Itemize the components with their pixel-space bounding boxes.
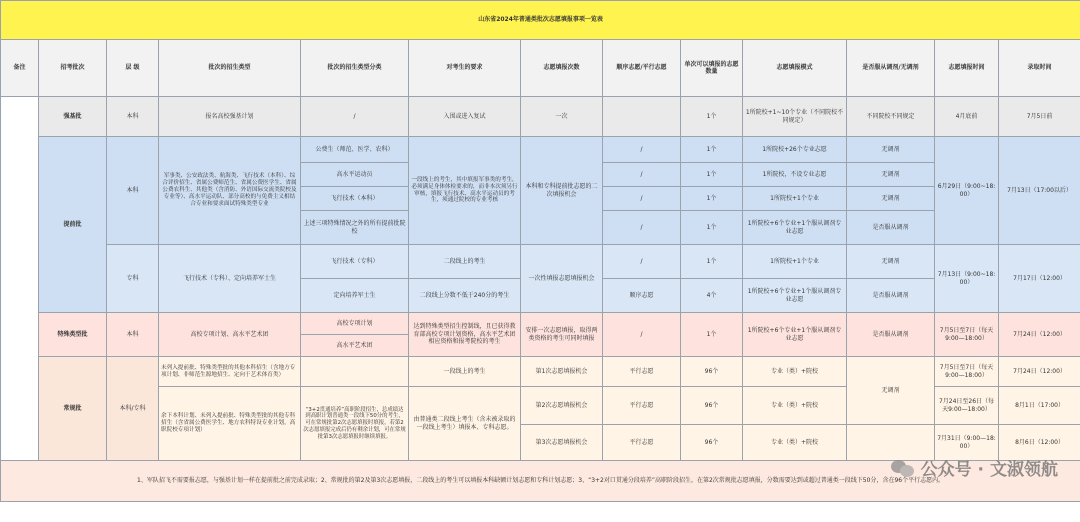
adjust-cell: 是否服从调剂: [847, 279, 935, 313]
count-cell: 1个: [681, 187, 743, 211]
level-cell: 专科: [107, 245, 159, 313]
mode-cell: 1所院校+1~10个专业（不同院校不同规定）: [743, 97, 847, 137]
category-cell: [301, 357, 409, 387]
level-cell: 本科: [107, 97, 159, 137]
mode-cell: 1所院校+6个专业+1个服从调剂专业志愿: [743, 211, 847, 245]
fill-time-cell: 6月29日（9:00~18:00）: [935, 137, 999, 245]
times-cell: 第2次志愿填报机会: [521, 387, 603, 425]
times-cell: 安排一次志愿填报，取得两类资格的考生可同时填报: [521, 313, 603, 357]
fill-time-cell: 7月5日至7日（每天9:00—18:00）: [935, 313, 999, 357]
count-cell: 96个: [681, 357, 743, 387]
times-cell: 一次性填报志愿填报机会: [521, 245, 603, 313]
order-cell: /: [603, 187, 681, 211]
header-cell: 单次可以填报的志愿数量: [681, 40, 743, 97]
admit-time-cell: 7月24日（12:00）: [999, 357, 1080, 387]
level-cell: 本科: [107, 137, 159, 245]
order-cell: 平行志愿: [603, 357, 681, 387]
batch-qiangji: 强基批: [39, 97, 107, 137]
type-cell: 军事类、公安政法类、航海类、飞行技术（本科）、综合评价招生、省属公费师范生、省属公费医学生、省属公费农科生、其他类（含消防、外语国际交流类院校及专业等）、高水平运动队、部分高校的与免费主义相结合专业和要求面试特殊类型专业: [159, 137, 301, 245]
order-cell: 平行志愿: [603, 387, 681, 425]
row-changgui-1: [1, 357, 1080, 387]
type-cell: 报名高校强基计划: [159, 97, 301, 137]
row-tiqian-1: [1, 137, 1080, 163]
category-cell: “3+2贯通培养”高职阶段招生，总成绩达到高职计划普通类一段线下50分的考生，可在常规批第2次志愿填报时填报，若第2次志愿填报完成后仍有剩余计划，可在常规批第3次志愿填报时继续填报。: [301, 387, 409, 461]
header-cell: 是否服从调剂/无调剂: [847, 40, 935, 97]
requirement-cell: 二段线上分数不低于240分的考生: [409, 279, 521, 313]
adjust-cell: 无调剂: [847, 163, 935, 187]
row-qiangji: [1, 97, 1080, 137]
type-cell: 高校专项计划、高水平艺术团: [159, 313, 301, 357]
mode-cell: 1所院校+1个专业: [743, 187, 847, 211]
page-title: 山东省2024年普通类批次志愿填报事项一览表: [1, 1, 1080, 40]
requirement-cell: 达到特殊类型招生控制线，且已获得教育部高校专项计划资格，高水平艺术团相应资格和报考院校的考生: [409, 313, 521, 357]
requirement-cell: 一段线上的考生: [409, 357, 521, 387]
fill-time-cell: 4月底前: [935, 97, 999, 137]
header-cell: 备注: [1, 40, 39, 97]
category-cell: 定向培养军士生: [301, 279, 409, 313]
header-cell: 志愿填报次数: [521, 40, 603, 97]
adjust-cell: 不同院校不同规定: [847, 97, 935, 137]
adjust-cell: 是否服从调剂: [847, 211, 935, 245]
header-cell: 批次的招生类型分类: [301, 40, 409, 97]
admit-time-cell: 7月13日（17:00以后）: [999, 137, 1080, 245]
times-cell: 一次: [521, 97, 603, 137]
admit-time-cell: 8月6日（12:00）: [999, 425, 1080, 461]
fill-time-cell: 7月31日（9:00—18:00）: [935, 425, 999, 461]
requirement-cell: 入围或进入复试: [409, 97, 521, 137]
category-cell: 高水平艺术团: [301, 335, 409, 357]
mode-cell: 1所院校+26个专业志愿: [743, 137, 847, 163]
count-cell: 4个: [681, 279, 743, 313]
mode-cell: 1所院校+6个专业+1个服从调剂专业志愿: [743, 313, 847, 357]
level-cell: 本科/专科: [107, 357, 159, 461]
header-cell: 对考生的要求: [409, 40, 521, 97]
batch-teshu: 特殊类型批: [39, 313, 107, 357]
count-cell: 1个: [681, 97, 743, 137]
category-cell: 飞行技术（本科）: [301, 187, 409, 211]
fill-time-cell: 7月13日（9:00~18:00）: [935, 245, 999, 313]
adjust-cell: 无调剂: [847, 245, 935, 279]
adjust-cell: 是否服从调剂: [847, 313, 935, 357]
mode-cell: 专业（类）+院校: [743, 425, 847, 461]
header-cell: 录取时间: [999, 40, 1080, 97]
adjust-cell: 无调剂: [847, 187, 935, 211]
category-cell: 高水平运动员: [301, 163, 409, 187]
category-cell: 高校专项计划: [301, 313, 409, 335]
adjust-cell: 无调剂: [847, 137, 935, 163]
watermark-prefix: 公众号 ·: [920, 460, 984, 480]
mode-cell: 专业（类）+院校: [743, 387, 847, 425]
row-teshu-1: [1, 313, 1080, 335]
requirement-cell: 由普通类二段线上考生（含未被录取的一段线上考生）填报本、专科志愿。: [409, 387, 521, 461]
order-cell: /: [603, 163, 681, 187]
remark-cell: [1, 97, 39, 461]
mode-cell: 1所院校，不设专业志愿: [743, 163, 847, 187]
times-cell: 第3次志愿填报机会: [521, 425, 603, 461]
times-cell: 本科和专科提前批志愿的二次填报机会: [521, 137, 603, 245]
category-cell: /: [301, 97, 409, 137]
count-cell: 1个: [681, 211, 743, 245]
count-cell: 1个: [681, 313, 743, 357]
count-cell: 1个: [681, 245, 743, 279]
count-cell: 96个: [681, 387, 743, 425]
category-cell: 上述三项特殊情况之外的所有提前批院校: [301, 211, 409, 245]
type-cell: 余下本科计划、未列入提前批、特殊类型批的其他专科招生（含省属公费医学生、地方农科特设专业计划，高职院校专项计划）: [159, 387, 301, 461]
mode-cell: 1所院校+1个专业: [743, 245, 847, 279]
order-cell: /: [603, 137, 681, 163]
order-cell: 平行志愿: [603, 425, 681, 461]
mode-cell: 专业（类）+院校: [743, 357, 847, 387]
header-cell: 层 级: [107, 40, 159, 97]
fill-time-cell: 7月24日至26日（每天9:00—18:00）: [935, 387, 999, 425]
batch-changgui: 常规批: [39, 357, 107, 461]
header-cell: 志愿填报时间: [935, 40, 999, 97]
header-cell: 顺序志愿/平行志愿: [603, 40, 681, 97]
requirement-cell: 一段线上的考生，其中填报军事类的考生，必须满足身体体检要求的，而非本次须另行审核，填报飞行技术、高水平运动员的考生，须通过院校的专业考核: [409, 137, 521, 245]
category-cell: 飞行技术（专科）: [301, 245, 409, 279]
order-cell: /: [603, 313, 681, 357]
header-row: [1, 40, 1080, 97]
header-cell: 批次的招生类型: [159, 40, 301, 97]
level-cell: 本科: [107, 313, 159, 357]
count-cell: 96个: [681, 425, 743, 461]
fill-time-cell: 7月5日至7日（每天9:00—18:00）: [935, 357, 999, 387]
order-cell: [603, 97, 681, 137]
batch-tiqian: 提前批: [39, 137, 107, 313]
order-cell: /: [603, 211, 681, 245]
mode-cell: 1所院校+6个专业+1个服从调剂专业志愿: [743, 279, 847, 313]
admit-time-cell: 7月24日（12:00）: [999, 313, 1080, 357]
type-cell: 飞行技术（专科）、定向培养军士生: [159, 245, 301, 313]
footnote: 1、军队招飞不需要报志愿，与强基计划一样在提前批之前完成录取；2、常规批的第2及第3次志愿填报，二段线上的考生可以填报本科缺额计划志愿和专科计划志愿；3、“3+2对口贯通分段培养”高职阶段招生，在第2次常规批志愿填报，分数需要达到或超过普通类一段线下50分，含在96个平行志愿内。: [1, 461, 1080, 502]
row-tiqian-5: [1, 245, 1080, 279]
adjust-cell: 无调剂: [847, 357, 935, 425]
header-cell: 志愿填报模式: [743, 40, 847, 97]
count-cell: 1个: [681, 137, 743, 163]
times-cell: 第1次志愿填报机会: [521, 357, 603, 387]
watermark: [891, 455, 1058, 480]
title-row: [1, 1, 1080, 40]
wechat-icon: [891, 458, 915, 478]
order-cell: /: [603, 245, 681, 279]
requirement-cell: 二段线上的考生: [409, 245, 521, 279]
admit-time-cell: 7月5日前: [999, 97, 1080, 137]
admit-time-cell: 8月1日（17:00）: [999, 387, 1080, 425]
category-cell: 公费生（师范、医学、农科）: [301, 137, 409, 163]
type-cell: 未列入提前批、特殊类型批的其他本科招生（含地方专项计划、非师范生源地招生、定向于艺术体育类）: [159, 357, 301, 387]
order-cell: 顺序志愿: [603, 279, 681, 313]
header-cell: 招考批次: [39, 40, 107, 97]
count-cell: 1个: [681, 163, 743, 187]
watermark-name: 文淑领航: [990, 460, 1058, 480]
admit-time-cell: 7月17日（12:00）: [999, 245, 1080, 313]
